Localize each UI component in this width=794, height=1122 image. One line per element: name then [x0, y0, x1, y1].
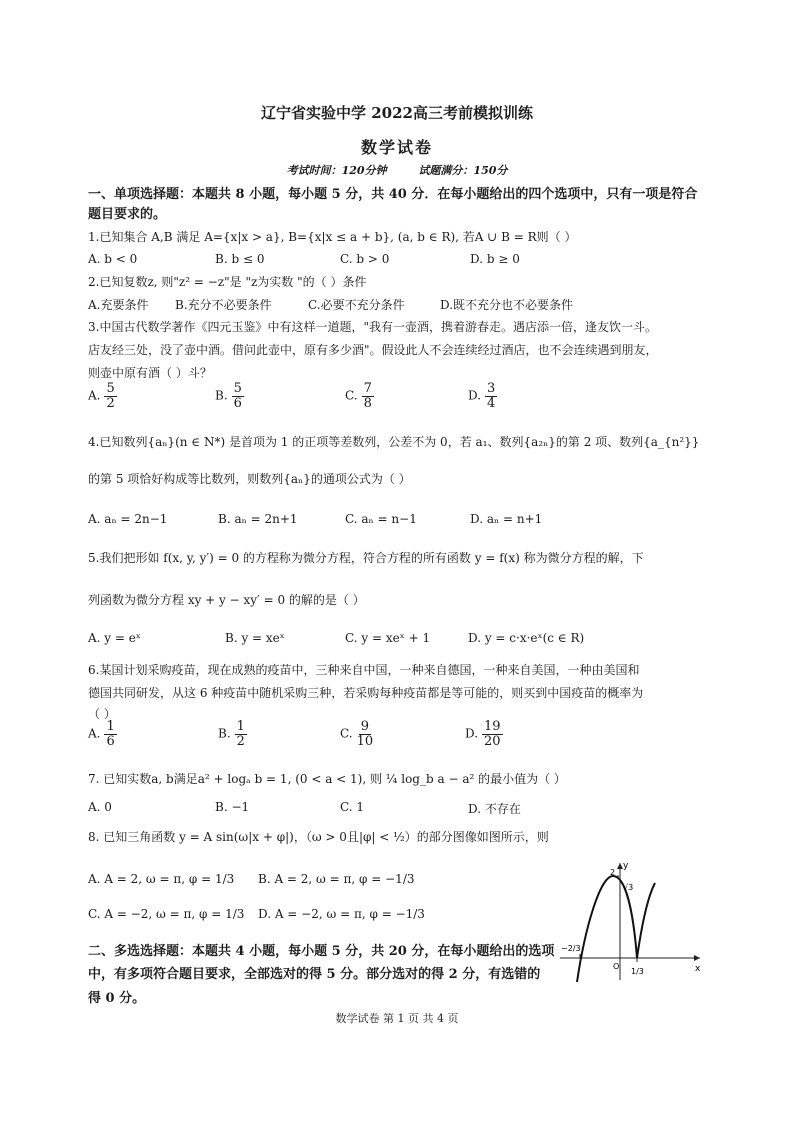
q8-option-b: B. A = 2, ω = π, φ = −1/3 [258, 872, 415, 886]
x-axis-label: x [695, 964, 701, 974]
q2-option-c: C.必要不充分条件 [308, 298, 405, 312]
q3-option-d: D. $\frac{3}{4}$ [468, 381, 496, 411]
q1-option-b: B. b ≤ 0 [215, 252, 265, 266]
q3-option-b: B. $\frac{5}{6}$ [215, 381, 242, 411]
question-5-line2: 列函数为微分方程 xy + y − xy′ = 0 的解的是（ ） [88, 593, 365, 607]
school-title: 辽宁省实验中学 2022高三考前模拟训练 [261, 104, 533, 122]
question-2: 2.已知复数z, 则"z² = −z"是 "z为实数 "的（ ）条件 [88, 275, 367, 289]
y-intercept-label: √3 [623, 883, 634, 892]
q7-option-a: A. 0 [88, 800, 112, 814]
question-8: 8. 已知三角函数 y = A sin(ω|x + φ|)，（ω > 0且|φ| < ½）的部分图像如图所示，则 [88, 830, 549, 844]
q4-option-d: D. aₙ = n+1 [470, 512, 543, 526]
q3-option-c: C. $\frac{7}{8}$ [345, 381, 372, 411]
question-6-line2: 德国共同研发，从这 6 种疫苗中随机采购三种，若采购每种疫苗都是等可能的，则买到中国疫苗的概率为 [88, 686, 644, 700]
q6-option-b: B. $\frac{1}{2}$ [218, 719, 245, 749]
exam-time: 考试时间：120分钟 [286, 164, 387, 177]
question-3-line2: 店友经三处，没了壶中酒。借问此壶中，原有多少酒"。假设此人不会连续经过酒店，也不会连续遇到朋友， [88, 343, 658, 357]
question-7: 7. 已知实数a, b满足a² + logₐ b = 1, (0 < a < 1), 则 ¼ log_b a − a² 的最小值为（ ） [88, 772, 566, 786]
paper-title: 数学试卷 [360, 138, 433, 157]
exam-score: 试题满分：150分 [418, 164, 508, 177]
q6-option-d: D. $\frac{19}{20}$ [465, 719, 501, 749]
q8-option-d: D. A = −2, ω = π, φ = −1/3 [258, 907, 425, 921]
q2-option-d: D.既不充分也不必要条件 [440, 298, 574, 312]
section2-heading-end: 得 0 分。 [88, 991, 146, 1006]
right-zero-label: 1/3 [631, 967, 644, 976]
q2-option-a: A.充要条件 [88, 298, 149, 312]
page-footer: 数学试卷 第 1 页 共 4 页 [335, 1012, 459, 1025]
question-6: 6.某国计划采购疫苗，现在成熟的疫苗中，三种来自中国，一种来自德国，一种来自美国，一种由美国和 [88, 663, 640, 677]
q7-option-b: B. −1 [215, 800, 250, 814]
question-5: 5.我们把形如 f(x, y, y′) = 0 的方程称为微分方程，符合方程的所有函数 y = f(x) 称为微分方程的解，下 [88, 551, 644, 565]
q5-option-d: D. y = c·x·eˣ(c ∈ R) [468, 631, 585, 645]
q1-option-a: A. b < 0 [88, 252, 138, 266]
q1-option-d: D. b ≥ 0 [470, 252, 520, 266]
q5-option-c: C. y = xeˣ + 1 [345, 631, 431, 645]
q5-option-b: B. y = xeˣ [225, 631, 285, 645]
question-4: 4.已知数列{aₙ}(n ∈ N*) 是首项为 1 的正项等差数列，公差不为 0，若 a₁、数列{a₂ₙ}的第 2 项、数列{a_{n²}} [88, 435, 700, 449]
question-3: 3.中国古代数学著作《四元玉鉴》中有这样一道题，"我有一壶酒，携着游春走。遇店添一倍，逢友饮一斗。 [88, 320, 657, 334]
q7-option-c: C. 1 [340, 800, 365, 814]
q8-option-c: C. A = −2, ω = π, φ = 1/3 [88, 907, 245, 921]
left-zero-label: −2/3 [561, 944, 581, 953]
y-axis-label: y [623, 861, 629, 871]
x-axis-arrow-icon [694, 955, 700, 961]
q1-option-c: C. b > 0 [340, 252, 390, 266]
question-6-line3: （ ） [88, 707, 116, 721]
section2-heading: 二、多选选择题：本题共 4 小题，每小题 5 分，共 20 分，在每小题给出的选项 [88, 944, 555, 959]
q4-option-b: B. aₙ = 2n+1 [218, 512, 298, 526]
sine-graph-figure [555, 858, 705, 983]
section1-heading: 一、单项选择题：本题共 8 小题，每小题 5 分，共 40 分．在每小题给出的四个选项中，只有一项是符合 [88, 187, 698, 202]
q3-option-a: A. $\frac{5}{2}$ [88, 381, 115, 411]
q5-option-a: A. y = eˣ [88, 631, 141, 645]
q2-option-b: B.充分不必要条件 [175, 298, 272, 312]
origin-label: O [613, 962, 620, 971]
q4-option-c: C. aₙ = n−1 [345, 512, 417, 526]
question-3-line3: 则壶中原有酒（ ）斗？ [88, 366, 212, 380]
q7-option-d: D. 不存在 [468, 802, 521, 816]
exam-meta [0, 162, 794, 178]
question-1: 1.已知集合 A,B 满足 A={x|x > a}, B={x|x ≤ a + b}, (a, b ∈ R), 若A ∪ B = R则（ ） [88, 230, 577, 244]
q4-option-a: A. aₙ = 2n−1 [88, 512, 168, 526]
peak-label: 2 [610, 868, 616, 877]
q8-option-a: A. A = 2, ω = π, φ = 1/3 [88, 872, 235, 886]
section1-heading-cont: 题目要求的。 [88, 207, 167, 222]
question-4-line2: 的第 5 项恰好构成等比数列，则数列{aₙ}的通项公式为（ ） [88, 472, 411, 486]
section2-heading-cont: 中，有多项符合题目要求，全部选对的得 5 分。部分选对的得 2 分，有选错的 [88, 967, 541, 982]
q6-option-c: C. $\frac{9}{10}$ [340, 719, 374, 749]
q6-option-a: A. $\frac{1}{6}$ [88, 719, 115, 749]
